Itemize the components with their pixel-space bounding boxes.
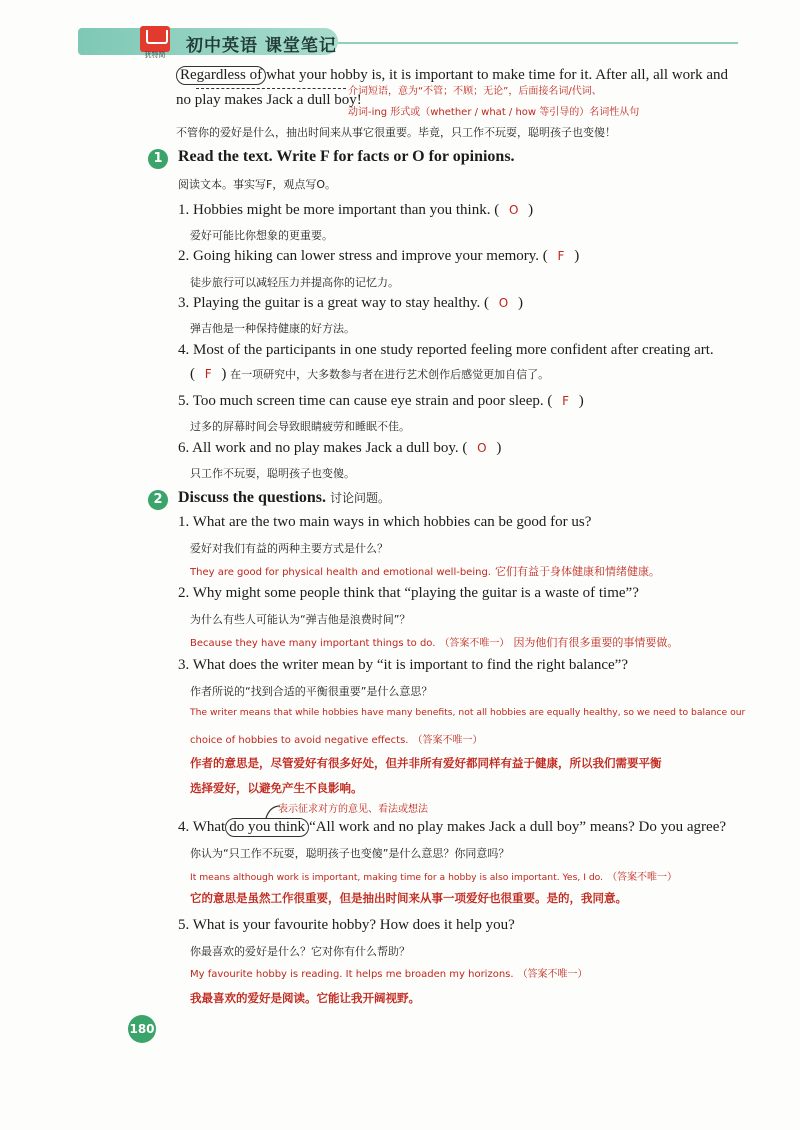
q1-text: 1. What are the two main ways in which hobbies can be good for us?	[178, 514, 592, 530]
s1-item-1-close: )	[528, 202, 534, 218]
s1-item-1	[178, 202, 533, 219]
s1-item-4-answer: F	[204, 367, 212, 381]
open-book-icon	[146, 30, 168, 44]
s1-item-6	[178, 440, 501, 457]
s1-item-4-answer-line	[190, 366, 549, 383]
q2-answer-note: （答案不唯一）	[439, 638, 510, 649]
s1-item-5-cn: 过多的屏幕时间会导致眼睛疲劳和睡眠不佳。	[190, 420, 410, 433]
intro-translation: 不管你的爱好是什么，抽出时间来从事它很重要。毕竟，只工作不玩耍，聪明孩子也变傻！	[176, 126, 616, 139]
q3-answer-en-1: The writer means that while hobbies have many benefits, not all hobbies are equally healthy, so we need to balance our	[190, 707, 746, 718]
q4-answer-cn: 它的意思是虽然工作很重要，但是抽出时间来从事一项爱好也很重要。是的，我同意。	[190, 891, 627, 905]
s1-item-2-cn: 徒步旅行可以减轻压力并提高你的记忆力。	[190, 276, 399, 289]
s1-item-1-text: 1. Hobbies might be more important than you think. (	[178, 202, 500, 218]
q2-text: 2. Why might some people think that “playing the guitar is a waste of time”?	[178, 585, 639, 601]
q2-cn: 为什么有些人可能认为“弹吉他是浪费时间”？	[190, 613, 411, 626]
intro-line-1-rest: what your hobby is, it is important to make time for it. After all, all work and	[266, 67, 729, 83]
s1-item-2-text: 2. Going hiking can lower stress and improve your memory. (	[178, 248, 548, 264]
s1-item-5-text: 5. Too much screen time can cause eye strain and poor sleep. (	[178, 393, 553, 409]
s1-item-4-close: )	[221, 366, 227, 382]
s1-item-1-answer: O	[508, 203, 519, 217]
q5-answer	[190, 964, 588, 982]
q3-text: 3. What does the writer mean by “it is important to find the right balance”?	[178, 657, 628, 673]
q3-answer-cn-1: 作者的意思是，尽管爱好有很多好处，但并非所有爱好都同样有益于健康，所以我们需要平衡	[190, 756, 662, 770]
section-2-heading	[178, 489, 390, 507]
intro-line-2: no play makes Jack a dull boy!	[176, 92, 362, 108]
s1-item-3-cn: 弹吉他是一种保持健康的好方法。	[190, 322, 355, 335]
q3-answer-en-2: choice of hobbies to avoid negative effects.	[190, 735, 409, 746]
q4-post: “All work and no play makes Jack a dull boy” means? Do you agree?	[309, 819, 727, 835]
q1-answer-en: They are good for physical health and emotional well-being.	[190, 567, 491, 578]
q5-answer-en: My favourite hobby is reading. It helps me broaden my horizons.	[190, 969, 514, 980]
section-2-subtitle: 讨论问题。	[330, 491, 391, 505]
logo-text: 犹特简	[144, 51, 166, 59]
q2-answer-cn: 因为他们有很多重要的事情要做。	[513, 636, 679, 649]
q4-answer-en: It means although work is important, making time for a hobby is also important. Yes, I do.	[190, 872, 604, 883]
page-number: 180	[128, 1015, 156, 1043]
s1-item-6-cn: 只工作不玩耍，聪明孩子也变傻。	[190, 467, 355, 480]
section-1-subtitle: 阅读文本。事实写F，观点写O。	[178, 178, 336, 191]
s1-item-3	[178, 295, 523, 312]
q4-phrase-highlight: do you think	[225, 818, 309, 837]
q5-text: 5. What is your favourite hobby? How does it help you?	[178, 917, 515, 933]
intro-note-1: 介词短语，意为“不管；不顾；无论”，后面接名词/代词、	[348, 86, 602, 97]
s1-item-2-close: )	[574, 248, 580, 264]
q4-text	[178, 818, 726, 837]
q1-answer	[190, 562, 660, 580]
q4-answer-note: （答案不唯一）	[607, 872, 678, 883]
q5-answer-note: （答案不唯一）	[517, 969, 588, 980]
s1-item-5-answer: F	[562, 394, 570, 408]
s1-item-2-answer: F	[557, 249, 565, 263]
q1-answer-cn: 它们有益于身体健康和情绪健康。	[494, 565, 660, 578]
q4-cn: 你认为“只工作不玩耍，聪明孩子也变傻”是什么意思？你同意吗？	[190, 847, 510, 860]
section-2-title: Discuss the questions.	[178, 489, 327, 506]
q3-answer-line-2	[190, 730, 482, 748]
s1-item-3-text: 3. Playing the guitar is a great way to stay healthy. (	[178, 295, 490, 311]
q3-answer-cn-2: 选择爱好，以避免产生不良影响。	[190, 781, 363, 795]
q4-answer	[190, 867, 677, 885]
s1-item-6-close: )	[496, 440, 502, 456]
q2-answer-en: Because they have many important things to do.	[190, 638, 436, 649]
s1-item-3-answer: O	[498, 296, 509, 310]
s1-item-6-text: 6. All work and no play makes Jack a dull boy. (	[178, 440, 468, 456]
s1-item-6-answer: O	[477, 441, 487, 455]
intro-note-2: 动词-ing 形式或（whether / what / how 等引导的）名词性从句	[348, 107, 640, 118]
q4-pre: 4. What	[178, 819, 226, 835]
q4-note: 表示征求对方的意见、看法或想法	[278, 804, 428, 815]
section-2-number: 2	[148, 490, 168, 510]
s1-item-3-close: )	[517, 295, 523, 311]
s1-item-5	[178, 393, 584, 410]
q3-cn: 作者所说的“找到合适的平衡很重要”是什么意思？	[190, 685, 433, 698]
s1-item-4-cn: 在一项研究中，大多数参与者在进行艺术创作后感觉更加自信了。	[230, 368, 550, 381]
q2-answer	[190, 633, 678, 651]
page-title: 初中英语 课堂笔记	[186, 36, 337, 56]
s1-item-4-open: (	[190, 366, 195, 382]
s1-item-2	[178, 248, 579, 265]
annotation-dash	[196, 88, 346, 89]
s1-item-1-cn: 爱好可能比你想象的更重要。	[190, 229, 333, 242]
header-rule	[338, 42, 738, 44]
s1-item-4-text: 4. Most of the participants in one study reported feeling more confident after creating art.	[178, 342, 714, 358]
q1-cn: 爱好对我们有益的两种主要方式是什么？	[190, 542, 388, 555]
q5-answer-cn: 我最喜欢的爱好是阅读。它能让我开阔视野。	[190, 991, 420, 1005]
s1-item-5-close: )	[578, 393, 584, 409]
section-1-number: 1	[148, 149, 168, 169]
intro-phrase-highlight: Regardless of	[176, 66, 266, 85]
q5-cn: 你最喜欢的爱好是什么？它对你有什么帮助？	[190, 945, 410, 958]
section-1-title: Read the text. Write F for facts or O for opinions.	[178, 148, 515, 165]
q3-answer-note: （答案不唯一）	[412, 735, 483, 746]
